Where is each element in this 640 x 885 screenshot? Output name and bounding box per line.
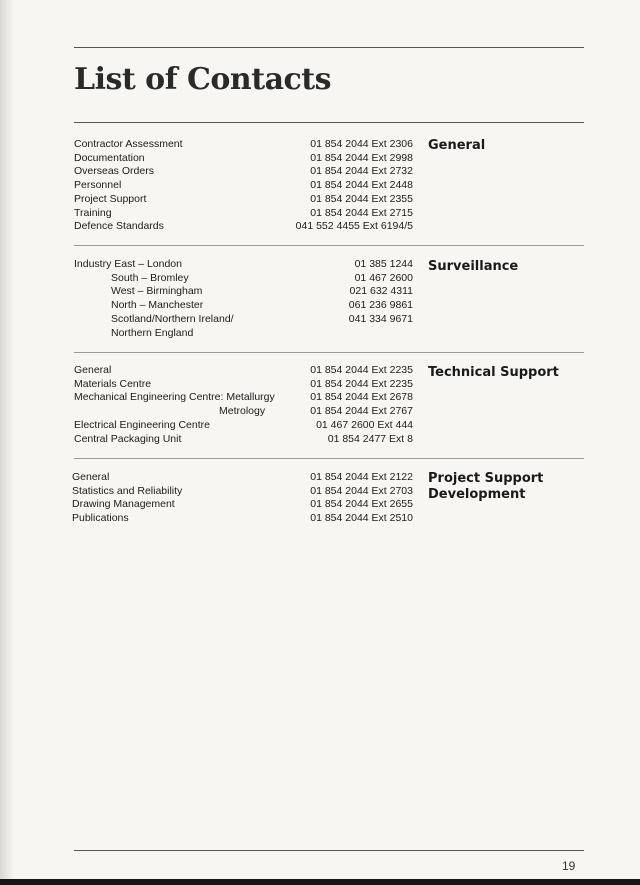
- contact-label: Statistics and Reliability: [72, 484, 183, 497]
- contact-number: 01 854 2044 Ext 2448: [310, 179, 413, 192]
- top-rule: [74, 47, 584, 48]
- contact-label: Publications: [72, 512, 129, 525]
- contact-row: [0, 404, 640, 418]
- contact-label: Materials Centre: [74, 377, 152, 390]
- contact-label: North – Manchester: [111, 299, 204, 312]
- contact-number: 01 854 2044 Ext 2510: [310, 512, 413, 525]
- section-divider: [74, 245, 584, 246]
- contact-label: Drawing Management: [72, 498, 175, 511]
- contact-number: 01 385 1244: [354, 258, 413, 270]
- contact-number: 01 854 2044 Ext 2998: [310, 151, 413, 164]
- contact-label: Training: [74, 206, 112, 219]
- contact-number: 01 854 2044 Ext 2715: [310, 206, 413, 219]
- contact-row: [0, 206, 640, 220]
- contact-label: Mechanical Engineering Centre: Metallurgy: [74, 391, 275, 404]
- contact-number: 01 854 2044 Ext 2355: [310, 192, 413, 205]
- contact-number: 01 854 2044 Ext 2655: [310, 498, 413, 511]
- contact-row: [0, 178, 640, 192]
- contact-label: Central Packaging Unit: [74, 432, 182, 445]
- contact-number: 041 552 4455 Ext 6194/5: [295, 220, 413, 233]
- contact-label: Personnel: [74, 179, 122, 192]
- section-heading-line: General: [428, 138, 486, 153]
- section-heading-line: Surveillance: [428, 259, 519, 274]
- contact-row: [0, 363, 640, 377]
- section-heading-line: Development: [428, 487, 526, 502]
- contact-row: [0, 497, 640, 511]
- contact-row: [0, 326, 640, 340]
- contact-row: [0, 192, 640, 206]
- contact-label: Scotland/Northern Ireland/: [111, 312, 234, 325]
- contact-row: [0, 484, 640, 498]
- contact-row: [0, 284, 640, 298]
- contact-label: Metrology: [219, 405, 266, 418]
- contact-row: [0, 390, 640, 404]
- contact-row: [0, 164, 640, 178]
- contact-number: 01 854 2044 Ext 2235: [310, 364, 413, 376]
- contact-label: Defence Standards: [74, 220, 164, 233]
- contact-number: 01 854 2044 Ext 2306: [310, 138, 413, 150]
- contact-row: [0, 418, 640, 432]
- contact-label: Northern England: [111, 326, 194, 339]
- contact-number: 01 854 2477 Ext 8: [327, 432, 413, 445]
- contact-number: 01 467 2600: [354, 271, 413, 284]
- title-rule: [74, 122, 584, 123]
- page-title: List of Contacts: [74, 62, 332, 97]
- contact-label: South – Bromley: [111, 271, 189, 284]
- contact-row: [0, 271, 640, 285]
- contact-number: 01 854 2044 Ext 2235: [310, 377, 413, 390]
- scan-bottom-edge: [0, 879, 640, 885]
- contact-number: 021 632 4311: [349, 285, 413, 298]
- contact-label: Electrical Engineering Centre: [74, 418, 210, 431]
- contact-label: General: [74, 364, 112, 376]
- contact-row: [0, 137, 640, 151]
- contact-label: Documentation: [74, 151, 145, 164]
- contact-row: [0, 298, 640, 312]
- contact-row: [0, 377, 640, 391]
- contact-label: Contractor Assessment: [74, 138, 183, 150]
- contact-row: [0, 151, 640, 165]
- contact-number: 01 854 2044 Ext 2732: [310, 165, 413, 178]
- contact-number: 061 236 9861: [348, 299, 413, 312]
- contact-row: [0, 432, 640, 446]
- contact-number: 01 854 2044 Ext 2703: [310, 484, 413, 497]
- page-number: 19: [562, 859, 576, 873]
- contact-number: 01 854 2044 Ext 2678: [310, 391, 413, 404]
- contact-number: 01 854 2044 Ext 2767: [310, 405, 413, 418]
- contact-label: Industry East – London: [74, 258, 182, 270]
- section-divider: [74, 352, 584, 353]
- contact-row: [0, 257, 640, 271]
- contact-number: 041 334 9671: [348, 312, 413, 325]
- contact-label: Overseas Orders: [74, 165, 154, 178]
- contact-label: General: [72, 471, 110, 483]
- contact-row: [0, 511, 640, 525]
- contact-label: Project Support: [74, 192, 147, 205]
- section-heading-line: Technical Support: [428, 365, 559, 380]
- contact-row: [0, 219, 640, 233]
- contact-label: West – Birmingham: [111, 285, 203, 298]
- contact-number: 01 467 2600 Ext 444: [316, 418, 413, 431]
- bottom-rule: [74, 850, 584, 851]
- contact-row: [0, 470, 640, 484]
- contact-row: [0, 312, 640, 326]
- section-heading-line: Project Support: [428, 471, 544, 486]
- section-divider: [74, 458, 584, 459]
- contact-number: 01 854 2044 Ext 2122: [310, 471, 413, 483]
